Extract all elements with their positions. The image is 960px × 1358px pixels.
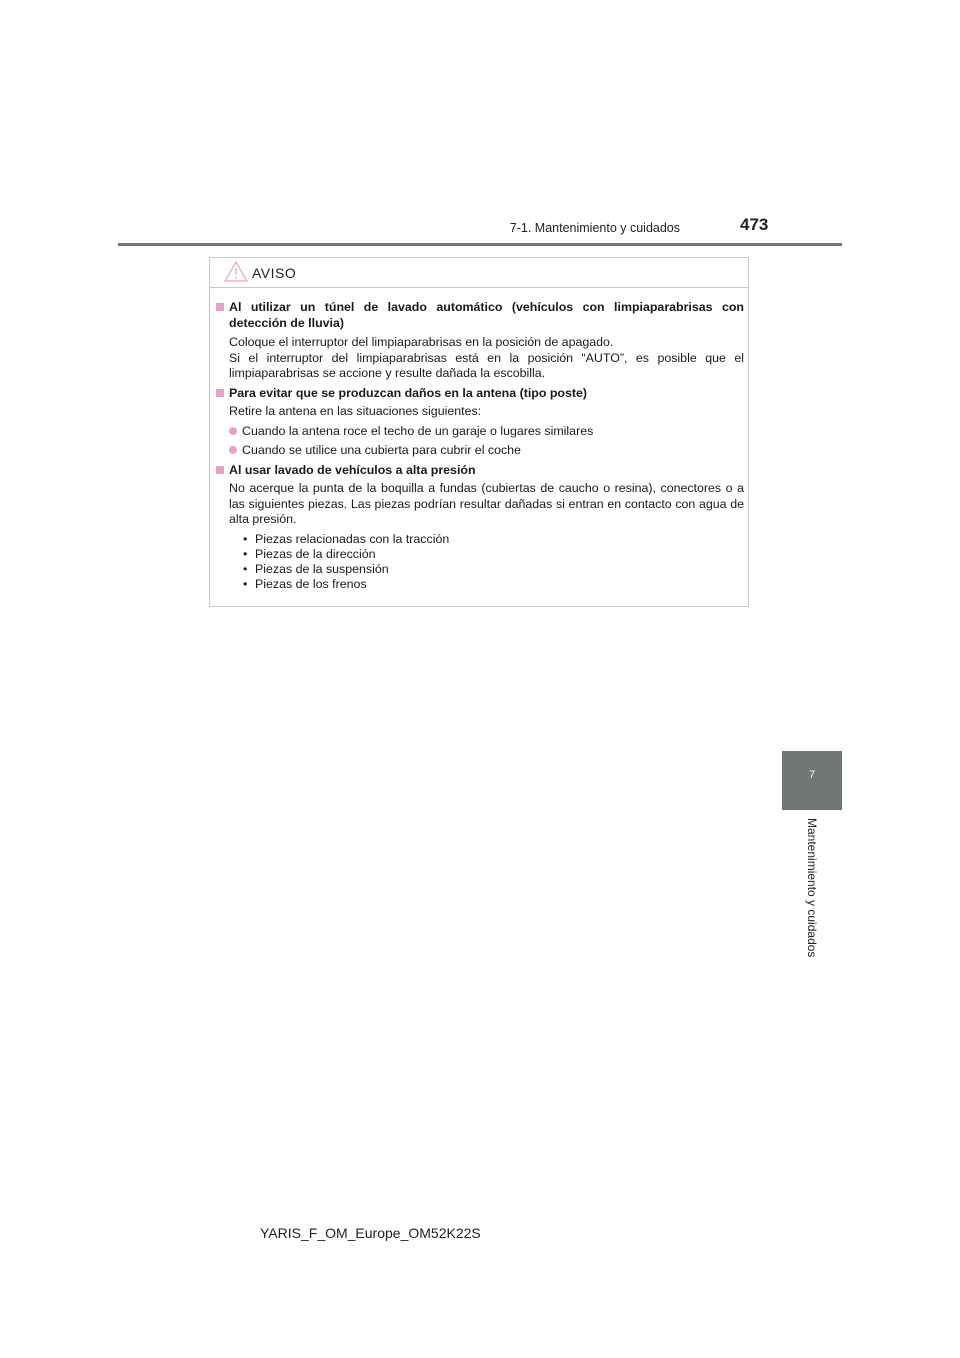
section-heading: Para evitar que se produzcan daños en la antena (tipo poste) <box>216 386 744 402</box>
section-title: 7-1. Mantenimiento y cuidados <box>509 221 680 235</box>
warning-content <box>216 300 744 596</box>
square-bullet-icon <box>216 303 224 311</box>
warning-triangle-icon <box>224 261 248 282</box>
round-bullet-icon <box>229 446 237 454</box>
list-item: • Piezas de los frenos <box>243 577 744 592</box>
section-antenna <box>216 386 744 459</box>
square-bullet-icon <box>216 466 224 474</box>
list-item: Cuando se utilice una cubierta para cubrir el coche <box>216 443 744 459</box>
list-item: • Piezas relacionadas con la tracción <box>243 532 744 547</box>
section-high-pressure <box>216 463 744 592</box>
paragraph: Coloque el interruptor del limpiaparabrisas en la posición de apagado. Si el interruptor del limpiaparabrisas está en la posición “AUTO”, es posible que el limpiaparabrisas se accione y resulte dañada la escobilla. <box>229 335 744 380</box>
chapter-label: Mantenimiento y cuidados <box>805 818 819 958</box>
paragraph: No acerque la punta de la boquilla a fundas (cubiertas de caucho o resina), conectores o a las siguientes piezas. Las piezas podrían resultar dañadas si entran en contacto con agua de alta presión. <box>229 481 744 526</box>
list-item: Cuando la antena roce el techo de un garaje o lugares similares <box>216 424 744 440</box>
warning-title: AVISO <box>252 265 297 281</box>
section-heading: Al usar lavado de vehículos a alta presión <box>216 463 744 479</box>
chapter-tab <box>782 751 842 810</box>
section-tunnel-wash <box>216 300 744 382</box>
round-bullet-icon <box>229 427 237 435</box>
square-bullet-icon <box>216 389 224 397</box>
footer-code: YARIS_F_OM_Europe_OM52K22S <box>260 1225 481 1241</box>
parts-list <box>216 532 744 592</box>
warning-box <box>209 257 749 607</box>
chapter-number: 7 <box>808 769 816 781</box>
paragraph: Retire la antena en las situaciones siguientes: <box>229 404 482 418</box>
list-item: • Piezas de la dirección <box>243 547 744 562</box>
header-rule <box>118 243 842 246</box>
warning-title-row <box>210 258 748 288</box>
page-number: 473 <box>740 215 769 234</box>
list-item: • Piezas de la suspensión <box>243 562 744 577</box>
section-heading: Al utilizar un túnel de lavado automático (vehículos con limpiaparabrisas con detección de lluvia) <box>216 300 744 331</box>
